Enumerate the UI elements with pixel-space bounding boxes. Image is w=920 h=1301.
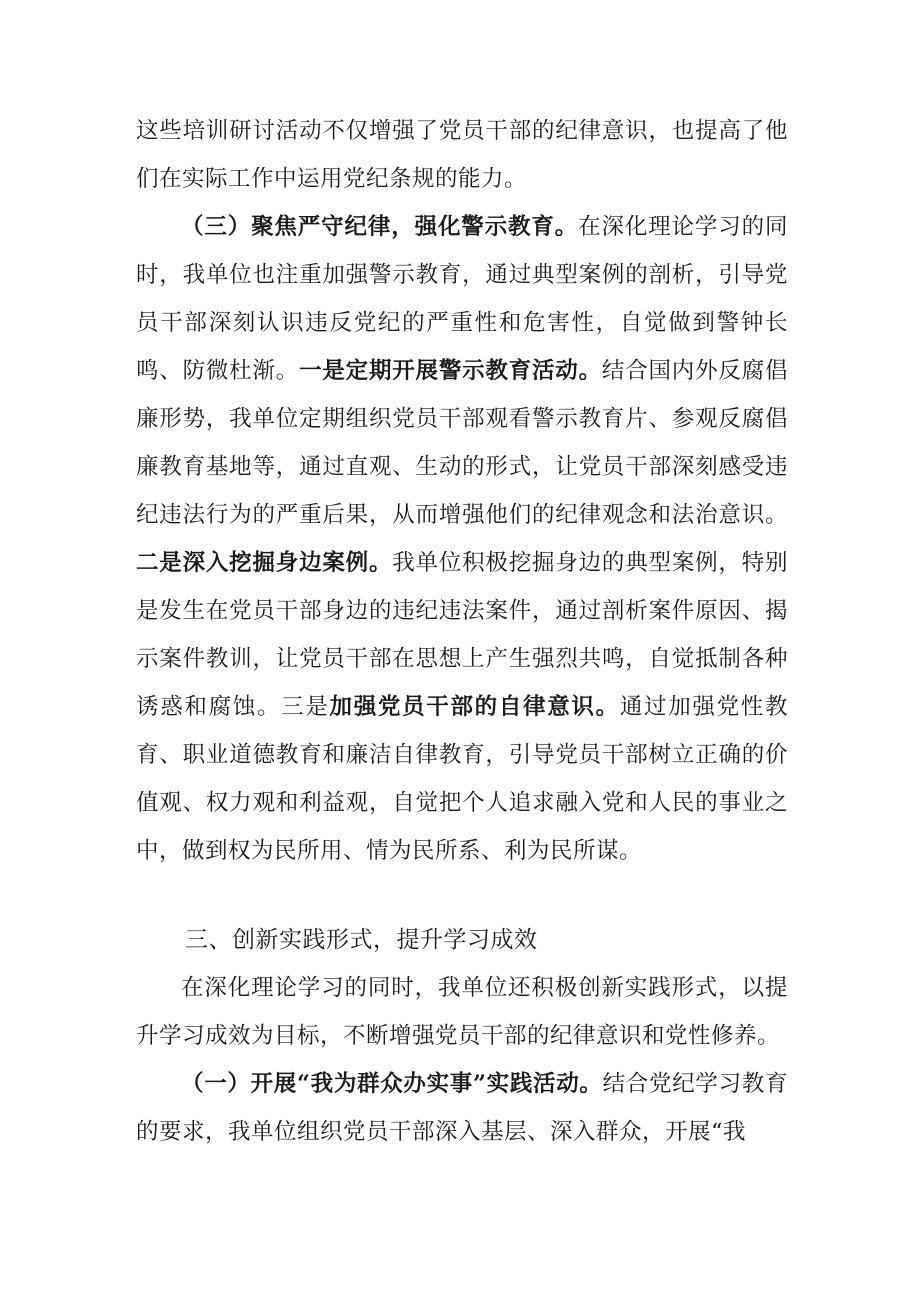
point-one-title: 一是定期开展警示教育活动。 xyxy=(299,358,602,384)
section-three-intro-paragraph xyxy=(136,964,788,1060)
subsection-three-intro: 在深化理论学习的同时，我单位也注重加强警示教育，通过典型案例的剖析，引导党员干部深刻认识违反党纪的严重性和危害性，自觉做到警钟长鸣、防微杜渐。 xyxy=(136,214,788,384)
subsection-three-title: （三）聚焦严守纪律，强化警示教育。 xyxy=(181,214,579,240)
section-three-body xyxy=(136,964,788,1156)
point-two-text: 我单位积极挖掘身边的典型案例，特别是发生在党员干部身边的违纪违法案件，通过剖析案件原因、揭示案件教训，让党员干部在思想上产生强烈共鸣，自觉抵制各种诱惑和腐蚀。 xyxy=(136,550,788,720)
subsection-one-title: （一）开展“我为群众办实事”实践活动。 xyxy=(181,1071,603,1097)
point-three-text: 通过加强党性教育、职业道德教育和廉洁自律教育，引导党员干部树立正确的价值观、权力观和利益观，自觉把个人追求融入党和人民的事业之中，做到权为民所用、情为民所系、利为民所谋。 xyxy=(136,694,788,864)
subsection-one-text: 结合党纪学习教育的要求，我单位组织党员干部深入基层、深入群众，开展“我 xyxy=(136,1071,788,1145)
point-one-text: 结合国内外反腐倡廉形势，我单位定期组织党员干部观看警示教育片、参观反腐倡廉教育基地等，通过直观、生动的形式，让党员干部深刻感受违纪违法行为的严重后果，从而增强他们的纪律观念和法治意识。 xyxy=(136,358,788,528)
continuation-paragraph xyxy=(136,107,788,203)
section-two-body xyxy=(136,107,788,875)
subsection-three-paragraph xyxy=(136,203,788,875)
point-two-title: 二是深入挖掘身边案例。 xyxy=(136,550,393,576)
subsection-one-paragraph xyxy=(136,1060,788,1156)
section-three-intro: 在深化理论学习的同时，我单位还积极创新实践形式，以提升学习成效为目标，不断增强党员干部的纪律意识和党性修养。 xyxy=(136,975,788,1049)
point-three-prefix: 三是 xyxy=(281,694,330,720)
continuation-text: 这些培训研讨活动不仅增强了党员干部的纪律意识，也提高了他们在实际工作中运用党纪条规的能力。 xyxy=(136,118,788,192)
section-three-heading: 三、创新实践形式，提升学习成效 xyxy=(185,927,538,953)
point-three-title: 加强党员干部的自律意识。 xyxy=(329,694,620,720)
